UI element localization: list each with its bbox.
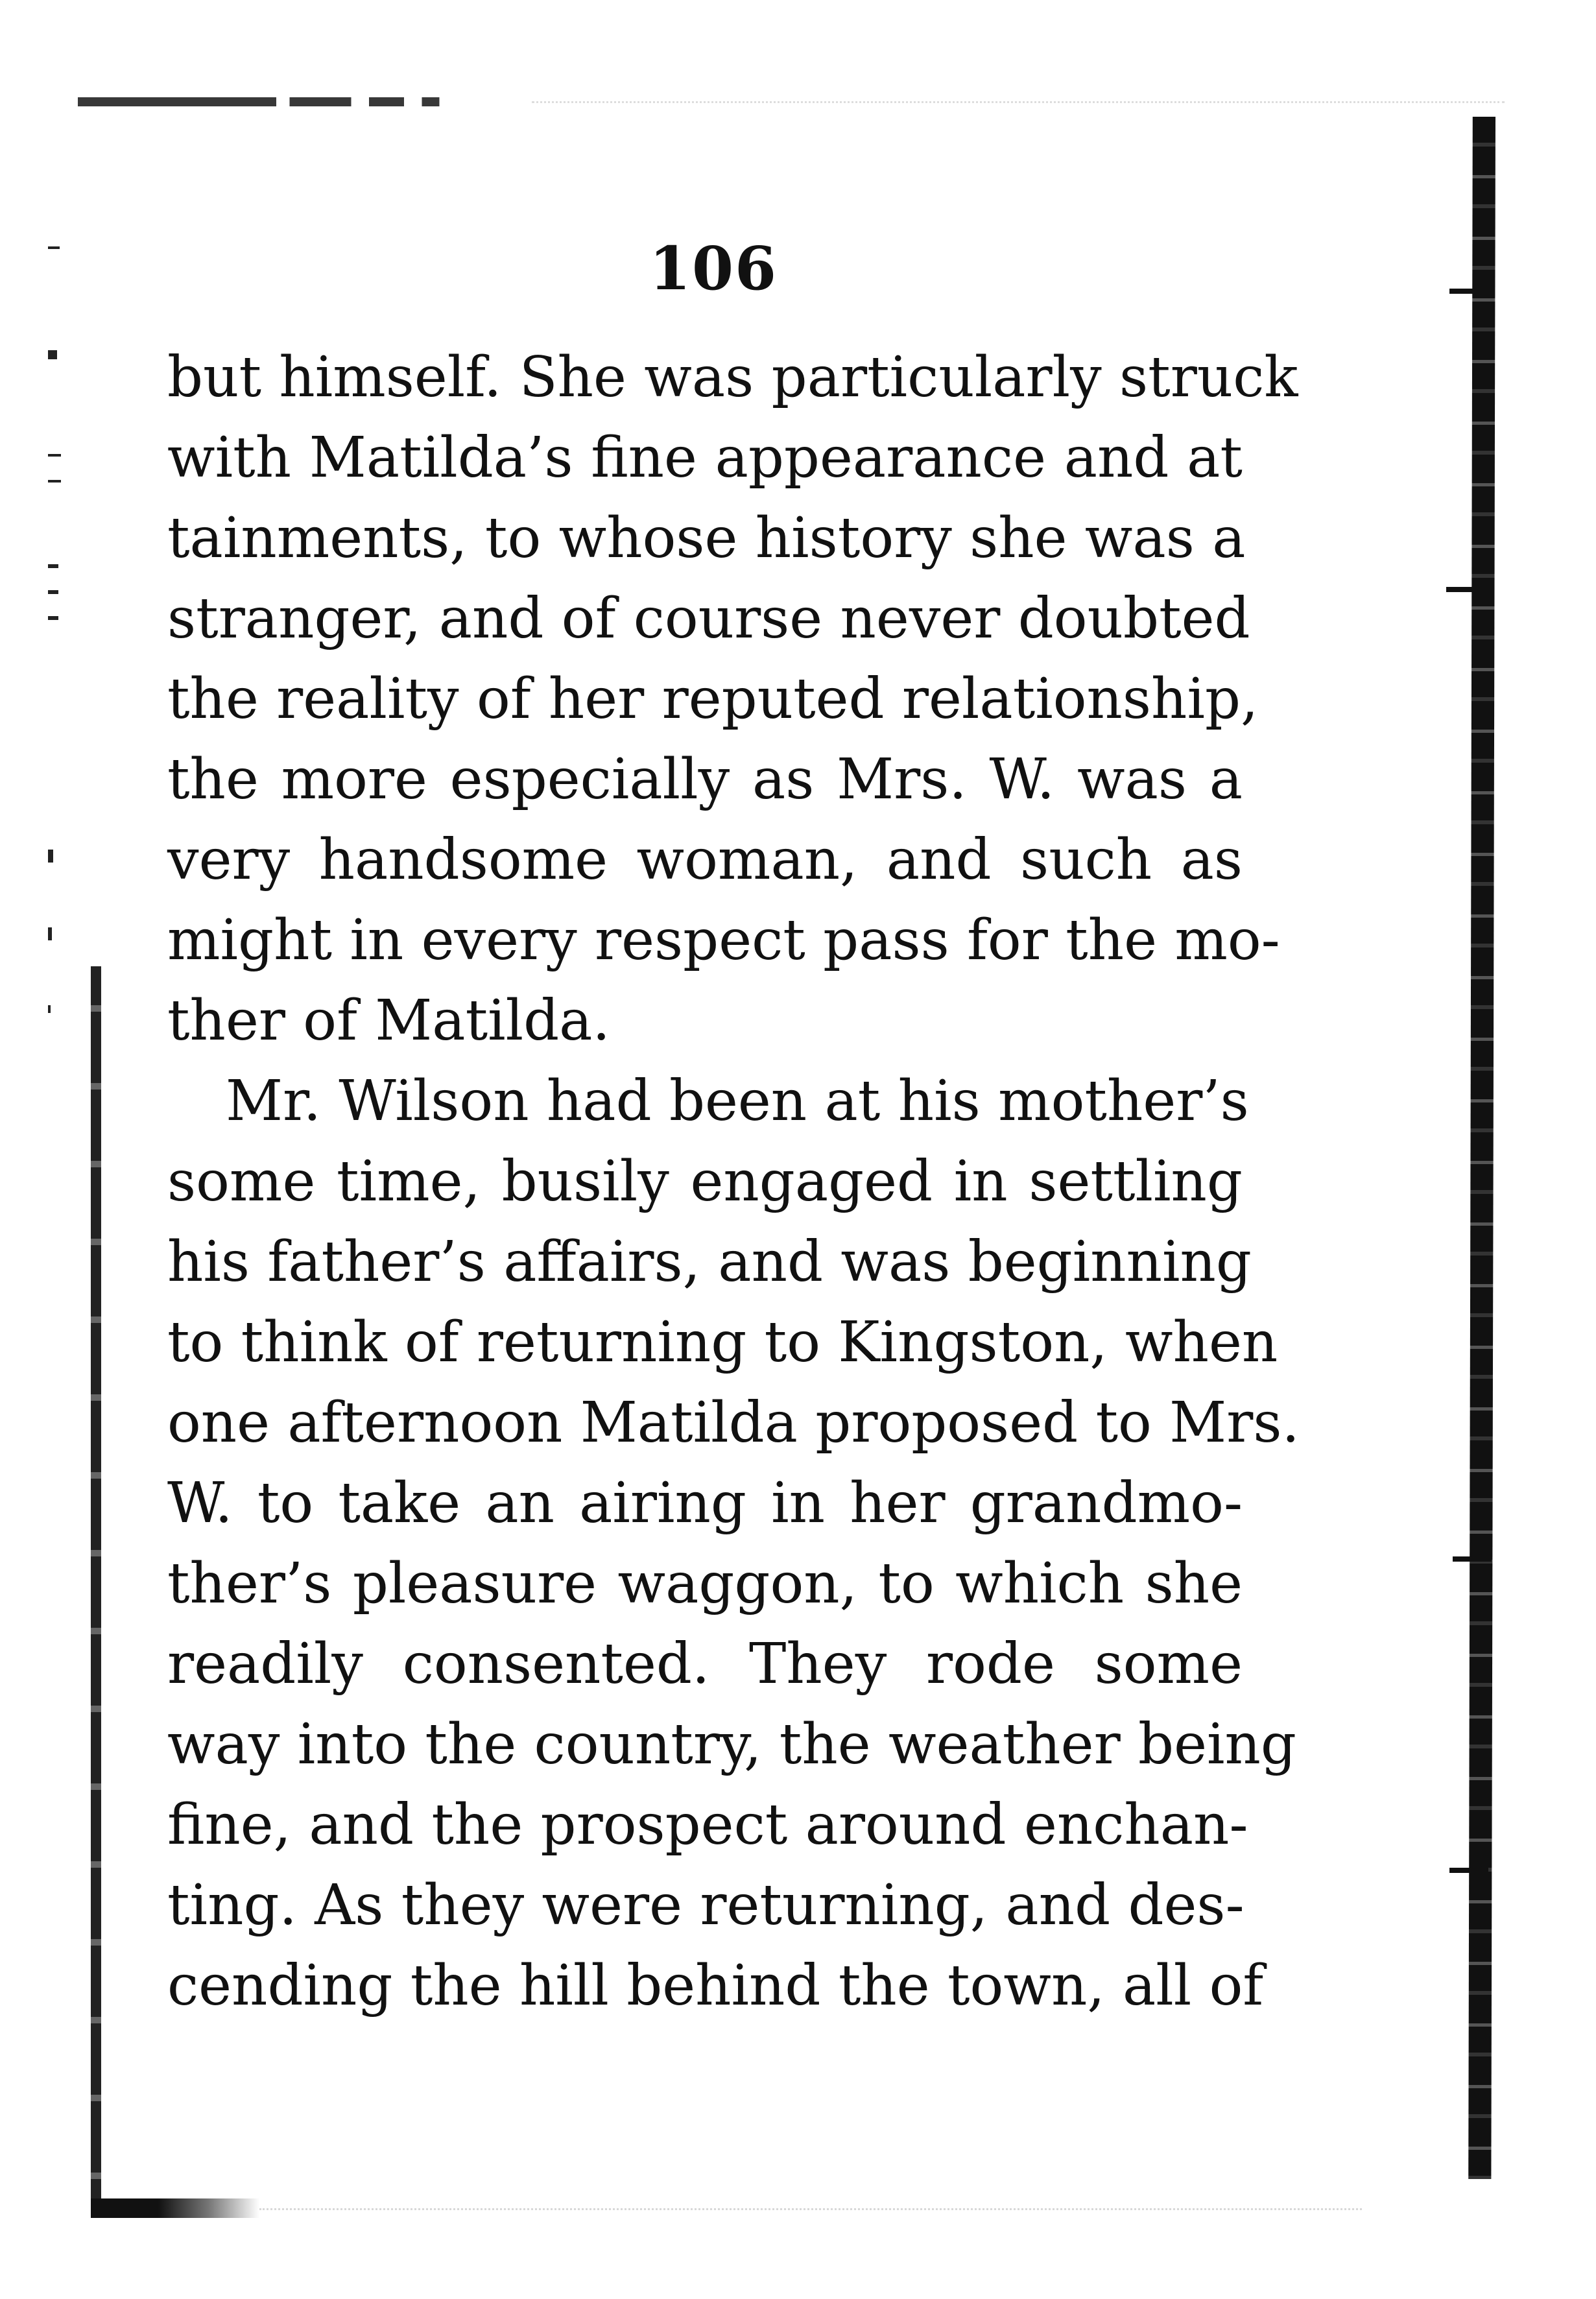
text-line: very handsome woman, and such as bbox=[167, 828, 1243, 892]
right-border-notch bbox=[1449, 1868, 1488, 1873]
text-line: but himself. She was particularly struck bbox=[167, 345, 1298, 410]
text-line: cending the hill behind the town, all of bbox=[167, 1953, 1264, 2018]
text-line: tainments, to whose history she was a bbox=[167, 506, 1246, 571]
page-number: 106 bbox=[649, 233, 778, 304]
text-line: Mr. Wilson had been at his mother’s bbox=[226, 1069, 1249, 1134]
top-scan-dots bbox=[532, 101, 1505, 106]
text-line: might in every respect pass for the mo- bbox=[167, 908, 1280, 973]
text-line: fine, and the prospect around enchan- bbox=[167, 1793, 1248, 1857]
text-line: W. to take an airing in her grandmo- bbox=[167, 1471, 1243, 1536]
text-line: ting. As they were returning, and des- bbox=[167, 1873, 1245, 1938]
right-border-notch bbox=[1449, 289, 1488, 294]
text-line: way into the country, the weather being bbox=[167, 1712, 1296, 1777]
left-margin-marks bbox=[48, 227, 74, 2237]
text-line: the reality of her reputed relationship, bbox=[167, 667, 1259, 732]
right-border-notch bbox=[1453, 1556, 1492, 1562]
text-line: with Matilda’s fine appearance and at bbox=[167, 425, 1243, 490]
bottom-scan-border bbox=[91, 2198, 259, 2218]
text-line: stranger, and of course never doubted bbox=[167, 586, 1250, 651]
text-line: some time, busily engaged in settling bbox=[167, 1149, 1243, 1214]
text-line: his father’s affairs, and was beginning bbox=[167, 1230, 1252, 1294]
text-line: ther’s pleasure waggon, to which she bbox=[167, 1551, 1243, 1616]
bottom-scan-dots bbox=[259, 2208, 1362, 2213]
text-line: the more especially as Mrs. W. was a bbox=[167, 747, 1243, 812]
right-border-notch bbox=[1446, 587, 1485, 592]
text-line: ther of Matilda. bbox=[167, 988, 610, 1053]
body-text bbox=[167, 337, 1300, 2026]
text-line: to think of returning to Kingston, when bbox=[167, 1310, 1278, 1375]
left-scan-border bbox=[91, 966, 101, 2211]
top-scan-border bbox=[78, 97, 519, 106]
text-line: readily consented. They rode some bbox=[167, 1632, 1243, 1697]
text-line: one afternoon Matilda proposed to Mrs. bbox=[167, 1390, 1300, 1455]
